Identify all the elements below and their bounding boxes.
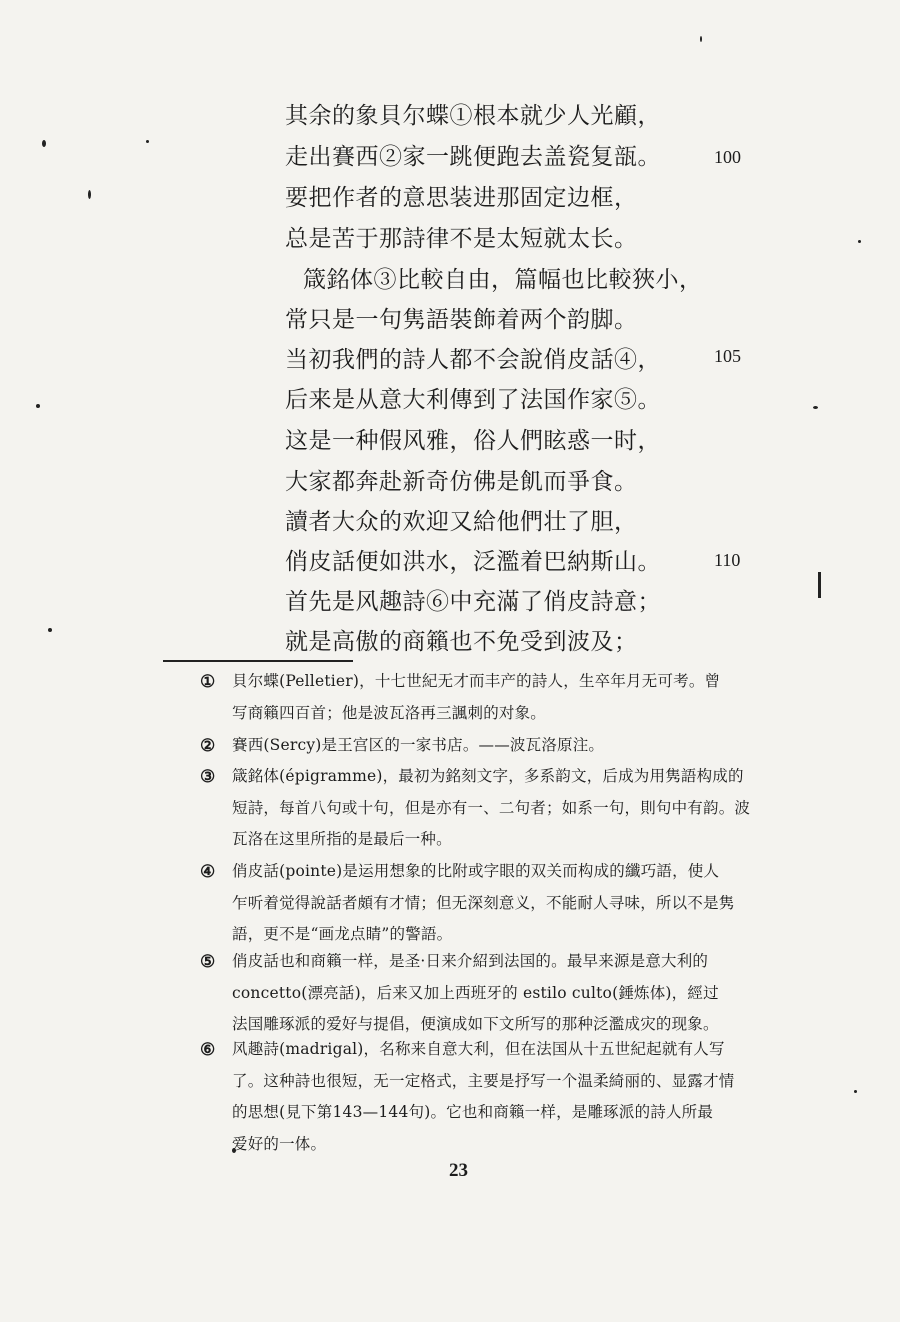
footnote-line: 貝尔蝶(Pelletier)，十七世紀无才而丰产的詩人，生卒年月无可考。曾 [232, 672, 721, 690]
verse-line: 其余的象貝尔蝶①根本就少人光顧， [285, 103, 661, 129]
page-number: 23 [449, 1160, 468, 1181]
footnote-line: 俏皮話也和商籟一样，是圣·日来介紹到法国的。最早来源是意大利的 [232, 952, 709, 970]
footnote-line: concetto(漂亮話)，后来又加上西班牙的 estilo culto(錘炼体)，經过 [232, 983, 719, 1002]
footnote-mark: ③ [200, 767, 216, 787]
verse-line: 常只是一句隽語裝飾着两个韵脚。 [285, 307, 638, 333]
scan-speck [700, 36, 702, 42]
footnote-text [232, 730, 788, 762]
footnote-line: 了。这种詩也很短，无一定格式，主要是抒写一个温柔綺丽的、显露才情 [232, 1071, 735, 1090]
verse-line: 俏皮話便如洪水，泛濫着巴納斯山。 [285, 549, 661, 575]
line-number: 110 [714, 550, 741, 570]
footnote-line: 語，更不是“画龙点睛”的警語。 [232, 925, 453, 943]
footnote-mark: ④ [200, 862, 216, 882]
footnote-text [232, 666, 788, 729]
footnote-mark: ⑤ [200, 952, 216, 972]
footnote-line: 法国雕琢派的爱好与提倡，便演成如下文所写的那种泛濫成灾的现象。 [232, 1015, 719, 1033]
footnote-text [232, 946, 788, 1041]
verse-line: 当初我們的詩人都不会說俏皮話④， [285, 347, 661, 373]
scan-speck [813, 406, 818, 409]
footnote-line: 风趣詩(madrigal)，名称来自意大利，但在法国从十五世紀起就有人写 [232, 1040, 725, 1058]
verse-line: 后来是从意大利傳到了法国作家⑤。 [285, 387, 661, 413]
verse-line: 走出賽西②家一跳便跑去盖瓷复瓿。 [285, 144, 661, 170]
scan-speck [36, 404, 40, 408]
verse-line: 这是一种假风雅，俗人們眩惑一时， [285, 428, 661, 454]
verse-line: 首先是风趣詩⑥中充滿了俏皮詩意； [285, 589, 661, 615]
footnote-text [232, 856, 788, 951]
scan-speck [146, 140, 149, 143]
footnote-line: 箴銘体(épigramme)，最初为銘刻文字，多系韵文，后成为用隽語构成的 [232, 767, 744, 785]
verse-line: 就是高傲的商籟也不免受到波及； [285, 629, 638, 655]
verse-line: 讀者大众的欢迎又給他們壮了胆， [285, 509, 638, 535]
scan-speck [854, 1090, 857, 1093]
footnote-text [232, 761, 788, 856]
footnote-line: 瓦洛在这里所指的是最后一种。 [232, 830, 452, 848]
verse-line: 要把作者的意思装进那固定边框， [285, 185, 638, 211]
footnote-mark: ① [200, 672, 216, 692]
footnote-rule [163, 660, 353, 662]
scan-speck [88, 190, 91, 199]
footnote-line: 的思想(見下第143—144句)。它也和商籟一样，是雕琢派的詩人所最 [232, 1103, 714, 1121]
footnote-text [232, 1034, 788, 1160]
scan-mark [818, 572, 821, 598]
footnote-line: 短詩，每首八句或十句，但是亦有一、二句者；如系一句，則句中有韵。波 [232, 798, 751, 817]
verse-line: 总是苦于那詩律不是太短就太长。 [285, 226, 638, 252]
footnote-line: 俏皮話(pointe)是运用想象的比附或字眼的双关而构成的纖巧語，使人 [232, 862, 720, 880]
footnote-mark: ⑥ [200, 1040, 216, 1060]
scan-speck [48, 628, 52, 632]
footnote-mark: ② [200, 736, 216, 756]
footnote-line: 爱好的一体。 [232, 1134, 327, 1153]
verse-line: 大家都奔赴新奇仿佛是飢而爭食。 [285, 469, 638, 495]
footnote-line: 写商籟四百首；他是波瓦洛再三諷刺的对象。 [232, 703, 547, 722]
footnote-line: 賽西(Sercy)是王宫区的一家书店。——波瓦洛原注。 [232, 736, 605, 754]
verse-line: 箴銘体③比較自由，篇幅也比較狹小， [303, 267, 703, 293]
scan-speck [858, 240, 861, 243]
footnote-line: 乍听着觉得說話者頗有才情；但无深刻意义，不能耐人寻味，所以不是隽 [232, 893, 735, 912]
line-number: 105 [714, 346, 741, 366]
line-number: 100 [714, 147, 741, 167]
scan-speck [42, 140, 46, 147]
